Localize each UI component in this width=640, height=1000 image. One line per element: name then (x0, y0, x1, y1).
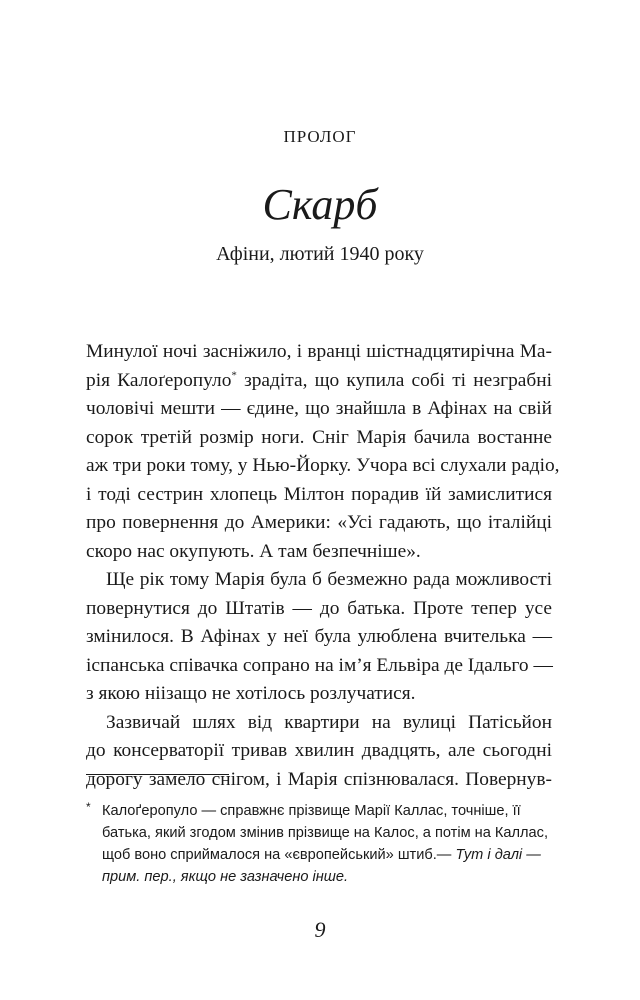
body-line: іспанська співачка сопрано на ім’я Ельвіра де Ідальго — (86, 654, 553, 676)
page-number: 9 (314, 917, 326, 942)
body-line: дорогу замело снігом, і Марія спізнювалася. Повернув- (86, 768, 552, 790)
footnote-text: щоб воно сприймалося на «європейський» штиб.— (102, 847, 456, 863)
footnote-italic-text: прим. пер., якщо не зазначено інше. (102, 869, 349, 885)
body-line: скоро нас окупують. А там безпечніше». (86, 540, 421, 562)
footnote-divider (86, 774, 229, 775)
body-line-start: рія Калоґеропуло (86, 369, 232, 391)
footnote-italic-text: Тут і далі — (455, 847, 541, 863)
footnote-line (86, 844, 552, 866)
footnote-line: батька, який згодом змінив прізвище на Калос, а потім на Каллас, (102, 825, 549, 841)
body-line: змінилося. В Афінах у неї була улюблена вчителька — (86, 626, 552, 647)
body-line: до консерваторії тривав хвилин двадцять, але сьогодні (86, 740, 552, 761)
body-line: Зазвичай шлях від квартири на вулиці Патісьйон (106, 711, 552, 733)
body-line: про повернення до Америки: «Усі гадають, що італійці (86, 512, 552, 533)
chapter-subtitle: Афіни, лютий 1940 року (216, 243, 424, 265)
section-label: ПРОЛОГ (283, 127, 357, 146)
body-line: з якою ніізащо не хотілось розлучатися. (86, 683, 416, 704)
chapter-title: Скарб (262, 180, 378, 229)
footnote (86, 800, 552, 888)
footnote-line (86, 866, 552, 888)
body-line: повернутися до Штатів — до батька. Проте тепер усе (86, 597, 552, 619)
footnote-marker-label: * (86, 800, 91, 814)
body-text (86, 338, 560, 794)
body-line: аж три роки тому, у Нью-Йорку. Учора всі слухали радіо, (86, 455, 560, 476)
body-line-end: зрадіта, що купила собі ті незграбні (236, 369, 552, 391)
body-line: сорок третій розмір ноги. Сніг Марія бачила востанне (86, 426, 552, 448)
body-line: Минулої ночі засніжило, і вранці шістнадцятирічна Ма- (86, 341, 552, 362)
footnote-marker[interactable]: * (231, 369, 237, 382)
body-line (86, 367, 552, 396)
footnote-line: Калоґеропуло — справжнє прізвище Марії Каллас, точніше, її (102, 803, 521, 819)
body-line: Ще рік тому Марія була б безмежно рада можливості (106, 569, 552, 590)
body-line: і тоді сестрин хлопець Мілтон порадив їй замислитися (86, 483, 552, 505)
body-line: чоловічі мешти — єдине, що знайшла в Афінах на свій (86, 398, 552, 419)
